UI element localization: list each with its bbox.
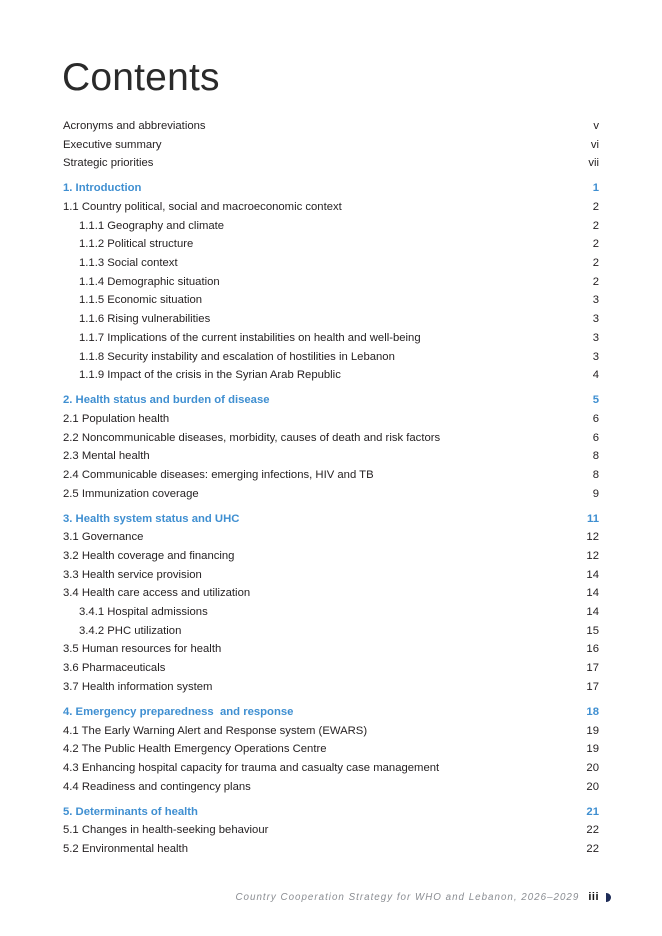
toc-entry-page: 12	[586, 531, 599, 544]
toc-entry-label: 1.1 Country political, social and macroeconomic context	[63, 201, 342, 214]
toc-entry-label: 3.4.2 PHC utilization	[79, 624, 182, 637]
toc-entry-page: 2	[592, 219, 599, 232]
chapter-heading[interactable]	[63, 391, 599, 410]
chapter-heading[interactable]	[63, 179, 599, 198]
chapter-heading[interactable]	[63, 803, 599, 822]
toc-entry-page: 14	[586, 587, 599, 600]
chapter-label: 1. Introduction	[63, 182, 142, 195]
toc-entry-label: 3.4 Health care access and utilization	[63, 587, 251, 600]
toc-entry-label: 4.4 Readiness and contingency plans	[63, 780, 251, 793]
toc-entry[interactable]	[63, 485, 599, 504]
chapter-5	[63, 803, 599, 859]
toc-entry-label: 3.4.1 Hospital admissions	[79, 606, 208, 619]
toc-entry-label: Strategic priorities	[63, 157, 154, 170]
toc-entry-page: 2	[592, 275, 599, 288]
toc-entry-page: 6	[592, 431, 599, 444]
toc-entry-label: 4.1 The Early Warning Alert and Response system (EWARS)	[63, 724, 368, 737]
toc-entry[interactable]	[63, 136, 599, 155]
toc-entry-label: 3.1 Governance	[63, 531, 144, 544]
toc-entry-label: 1.1.3 Social context	[79, 257, 178, 270]
toc-entry-label: 1.1.7 Implications of the current instabilities on health and well-being	[79, 331, 421, 344]
chapter-2	[63, 391, 599, 503]
chapter-label: 5. Determinants of health	[63, 805, 198, 818]
toc-entry[interactable]	[63, 678, 599, 697]
toc-subentry[interactable]	[63, 254, 599, 273]
toc-entry-label: Executive summary	[63, 138, 162, 151]
toc-entry-page: 3	[592, 294, 599, 307]
toc-entry-label: 3.2 Health coverage and financing	[63, 550, 235, 563]
toc-entry[interactable]	[63, 410, 599, 429]
toc-entry[interactable]	[63, 154, 599, 173]
toc-entry-page: 14	[586, 568, 599, 581]
chapter-label: 4. Emergency preparedness and response	[63, 705, 294, 718]
toc-entry-label: 1.1.2 Political structure	[79, 238, 194, 251]
toc-entry-label: 3.6 Pharmaceuticals	[63, 662, 166, 675]
toc-entry-label: 1.1.8 Security instability and escalation of hostilities in Lebanon	[79, 350, 395, 363]
toc-entry-page: 3	[592, 313, 599, 326]
toc-entry-label: 3.3 Health service provision	[63, 568, 202, 581]
toc-entry-label: 2.2 Noncommunicable diseases, morbidity, causes of death and risk factors	[63, 431, 441, 444]
chapter-3	[63, 510, 599, 697]
toc-entry[interactable]	[63, 198, 599, 217]
toc-entry[interactable]	[63, 584, 599, 603]
toc-entry-page: 22	[586, 842, 599, 855]
toc-entry-label: 2.3 Mental health	[63, 450, 150, 463]
chapter-label: 3. Health system status and UHC	[63, 512, 240, 525]
chapter-page: 1	[592, 182, 599, 195]
toc-entry-label: 1.1.6 Rising vulnerabilities	[79, 313, 211, 326]
toc-entry-page: 17	[586, 680, 599, 693]
toc-entry[interactable]	[63, 547, 599, 566]
toc-entry-page: vi	[590, 138, 599, 151]
toc-entry-label: 1.1.1 Geography and climate	[79, 219, 225, 232]
toc-entry-label: 3.7 Health information system	[63, 680, 213, 693]
toc-entry[interactable]	[63, 640, 599, 659]
toc-entry-page: 14	[586, 606, 599, 619]
toc-entry-page: 8	[592, 468, 599, 481]
toc-entry-page: 4	[592, 369, 599, 382]
toc-entry[interactable]	[63, 447, 599, 466]
chapter-heading[interactable]	[63, 703, 599, 722]
toc-entry[interactable]	[63, 722, 599, 741]
toc-subentry[interactable]	[63, 291, 599, 310]
toc-entry-page: 3	[592, 350, 599, 363]
table-of-contents	[63, 117, 599, 859]
toc-entry[interactable]	[63, 740, 599, 759]
chapter-heading[interactable]	[63, 510, 599, 529]
chapter-1	[63, 179, 599, 385]
toc-subentry[interactable]	[63, 348, 599, 367]
page-number: iii	[588, 891, 599, 903]
toc-entry-label: 2.4 Communicable diseases: emerging infections, HIV and TB	[63, 468, 374, 481]
toc-entry-page: 2	[592, 238, 599, 251]
toc-entry-label: 1.1.5 Economic situation	[79, 294, 203, 307]
toc-entry[interactable]	[63, 759, 599, 778]
toc-subentry[interactable]	[63, 217, 599, 236]
toc-entry[interactable]	[63, 117, 599, 136]
chapter-label: 2. Health status and burden of disease	[63, 394, 270, 407]
toc-entry-page: vii	[588, 157, 599, 170]
toc-entry-label: 2.1 Population health	[63, 412, 170, 425]
page-title: Contents	[62, 56, 220, 99]
toc-entry[interactable]	[63, 821, 599, 840]
chapter-4	[63, 703, 599, 796]
toc-entry-page: 16	[586, 643, 599, 656]
toc-entry-label: 4.3 Enhancing hospital capacity for trauma and casualty case management	[63, 761, 440, 774]
toc-subentry[interactable]	[63, 310, 599, 329]
toc-entry[interactable]	[63, 466, 599, 485]
toc-entry-page: 6	[592, 412, 599, 425]
toc-subentry[interactable]	[63, 622, 599, 641]
toc-entry-page: 15	[586, 624, 599, 637]
toc-entry-page: 9	[592, 487, 599, 500]
toc-entry-page: 19	[586, 743, 599, 756]
toc-entry-page: 12	[586, 550, 599, 563]
toc-entry-page: 17	[586, 662, 599, 675]
toc-entry-page: 2	[592, 257, 599, 270]
toc-entry[interactable]	[63, 659, 599, 678]
toc-entry[interactable]	[63, 840, 599, 859]
toc-entry-label: 3.5 Human resources for health	[63, 643, 222, 656]
toc-entry-page: 20	[586, 780, 599, 793]
toc-entry[interactable]	[63, 528, 599, 547]
toc-entry[interactable]	[63, 778, 599, 797]
chapter-page: 11	[587, 512, 599, 525]
toc-entry[interactable]	[63, 566, 599, 585]
toc-subentry[interactable]	[63, 235, 599, 254]
chapter-page: 21	[586, 805, 599, 818]
toc-entry-page: 19	[586, 724, 599, 737]
toc-subentry[interactable]	[63, 366, 599, 385]
toc-subentry[interactable]	[63, 603, 599, 622]
toc-entry-page: 20	[586, 761, 599, 774]
half-circle-mark-icon	[604, 893, 611, 902]
chapter-page: 18	[586, 705, 599, 718]
chapter-page: 5	[592, 394, 599, 407]
toc-entry-page: 8	[592, 450, 599, 463]
toc-entry-label: 5.1 Changes in health-seeking behaviour	[63, 824, 269, 837]
page-footer	[235, 890, 611, 904]
footer-title: Country Cooperation Strategy for WHO and Lebanon, 2026–2029	[235, 891, 580, 903]
toc-entry-label: 1.1.9 Impact of the crisis in the Syrian Arab Republic	[79, 369, 341, 382]
toc-subentry[interactable]	[63, 329, 599, 348]
toc-entry-label: 1.1.4 Demographic situation	[79, 275, 220, 288]
toc-entry-page: 2	[592, 201, 599, 214]
toc-entry-label: 2.5 Immunization coverage	[63, 487, 199, 500]
toc-entry-label: Acronyms and abbreviations	[63, 120, 206, 132]
toc-entry-page: 22	[586, 824, 599, 837]
front-matter-list	[63, 117, 599, 173]
toc-entry[interactable]	[63, 429, 599, 448]
toc-entry-page: v	[593, 120, 599, 132]
toc-subentry[interactable]	[63, 273, 599, 292]
toc-entry-label: 5.2 Environmental health	[63, 842, 188, 855]
toc-entry-page: 3	[592, 331, 599, 344]
toc-entry-label: 4.2 The Public Health Emergency Operations Centre	[63, 743, 327, 756]
